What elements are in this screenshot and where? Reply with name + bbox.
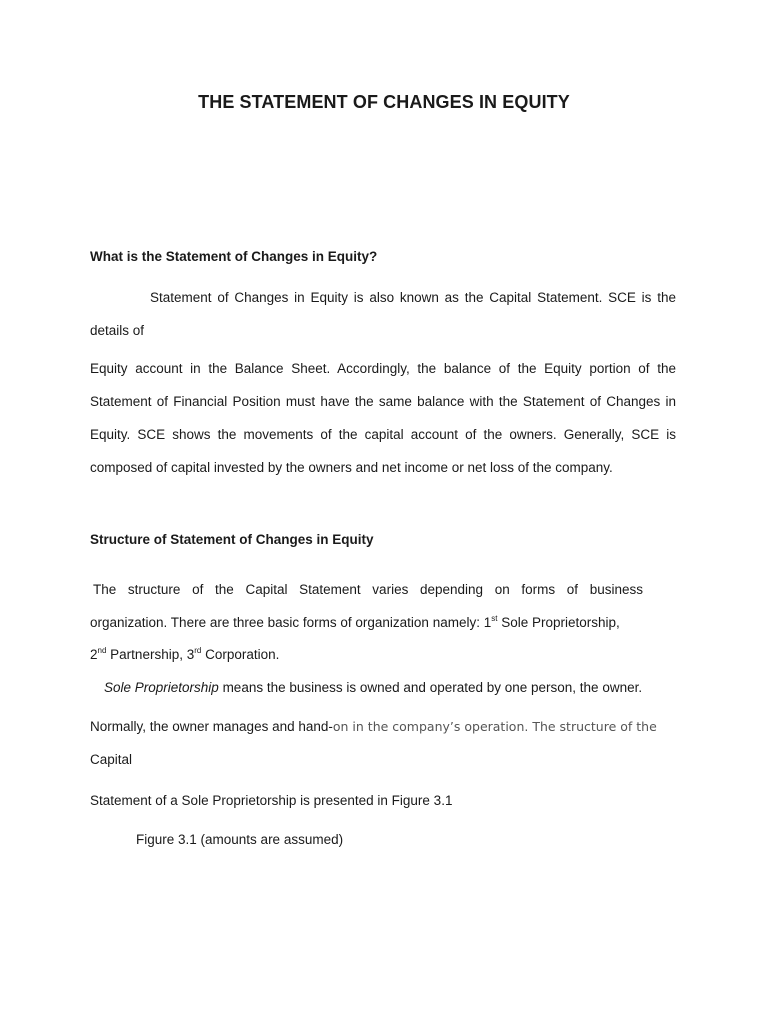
paragraph-text: 2	[90, 647, 98, 662]
paragraph-line: Statement of Financial Position must have the same balance with the Statement of Changes in	[90, 394, 676, 409]
paragraph-line: Statement of a Sole Proprietorship is presented in Figure 3.1	[90, 793, 453, 808]
paragraph-line	[104, 680, 690, 695]
paragraph-line: details of	[90, 323, 145, 338]
section-heading-structure: Structure of Statement of Changes in Equity	[90, 532, 374, 547]
paragraph-text: Partnership, 3	[106, 647, 195, 662]
page-title: THE STATEMENT OF CHANGES IN EQUITY	[198, 92, 570, 112]
paragraph-line: Capital	[90, 752, 133, 767]
paragraph-text: Statement of Changes in Equity is also known as the Capital Statement. SCE is the	[150, 290, 676, 305]
superscript: nd	[97, 646, 107, 655]
paragraph-text: Corporation.	[201, 647, 280, 662]
paragraph-line: composed of capital invested by the owners and net income or net loss of the company.	[90, 460, 613, 475]
superscript: st	[491, 614, 498, 623]
paragraph-text: Sole Proprietorship,	[497, 615, 620, 630]
paragraph-line: The structure of the Capital Statement varies depending on forms of business	[93, 582, 643, 597]
paragraph-line	[90, 719, 676, 734]
paragraph-line: Equity account in the Balance Sheet. Accordingly, the balance of the Equity portion of the	[90, 361, 676, 376]
paragraph-line	[90, 615, 676, 630]
figure-caption: Figure 3.1 (amounts are assumed)	[136, 832, 344, 847]
paragraph-line: Equity. SCE shows the movements of the capital account of the owners. Generally, SCE is	[90, 427, 676, 442]
section-heading-what-is-sce: What is the Statement of Changes in Equity?	[90, 249, 378, 264]
paragraph-text: on in the company’s operation. The structure of the	[332, 719, 657, 734]
paragraph-text: Normally, the owner manages and hand-	[90, 719, 333, 734]
paragraph-line	[90, 647, 676, 662]
paragraph-text: organization. There are three basic forms of organization namely: 1	[90, 615, 492, 630]
superscript: rd	[194, 646, 202, 655]
paragraph-text: means the business is owned and operated by one person, the owner.	[218, 680, 643, 695]
paragraph-line	[150, 290, 676, 305]
emphasis-term: Sole Proprietorship	[104, 680, 219, 695]
